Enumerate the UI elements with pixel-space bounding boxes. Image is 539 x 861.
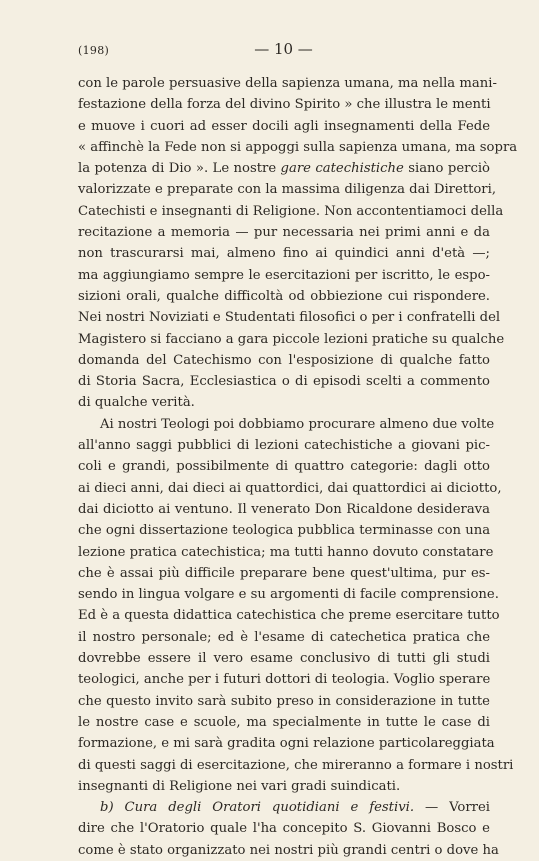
text-line: insegnanti di Religione nei vari gradi suindicati.	[78, 778, 401, 794]
text-line: di questi saggi di esercitazione, che mireranno a formare i nostri	[78, 757, 514, 773]
page-number: — 10 —	[254, 40, 313, 58]
text-line: valorizzate e preparate con la massima diligenza dai Direttori,	[78, 182, 497, 198]
text-line: dovrebbe essere il vero esame conclusivo di tutti gli studi	[78, 651, 490, 667]
text-line: di Storia Sacra, Ecclesiastica o di episodi scelti a commento	[78, 374, 490, 390]
text-line: coli e grandi, possibilmente di quattro categorie: dagli otto	[78, 459, 490, 475]
text-line: Magistero si facciano a gara piccole lezioni pratiche su qualche	[78, 331, 505, 347]
paragraph	[78, 414, 514, 797]
text-line: festazione della forza del divino Spirito » che illustra le menti	[78, 97, 491, 113]
text-line: non trascurarsi mai, almeno fino ai quindici anni d'età —;	[78, 246, 490, 262]
text-line: sendo in lingua volgare e su argomenti di facile comprensione.	[78, 587, 499, 603]
text-line: che ogni dissertazione teologica pubblica terminasse con una	[78, 523, 491, 539]
text-line: Catechisti e insegnanti di Religione. Non accontentiamoci della	[78, 203, 504, 219]
page-header	[78, 40, 489, 60]
text-line: Ai nostri Teologi poi dobbiamo procurare almeno due volte	[100, 416, 495, 432]
text-line: di qualche verità.	[78, 395, 195, 411]
paragraph	[78, 73, 518, 414]
text-line: le nostre case e scuole, ma specialmente in tutte le case di	[78, 714, 490, 730]
text-line: come è stato organizzato nei nostri più grandi centri o dove ha	[78, 842, 499, 858]
text-line: domanda del Catechismo con l'esposizione di qualche fatto	[78, 352, 490, 368]
text-line: ai dieci anni, dai dieci ai quattordici, dai quattordici ai diciotto,	[78, 480, 502, 496]
text-line: recitazione a memoria — pur necessaria nei primi anni e da	[78, 225, 490, 241]
text-line: e muove i cuori ad esser docili agli insegnamenti della Fede	[78, 118, 490, 134]
text-line: b) Cura degli Oratori quotidiani e festivi. — Vorrei	[100, 800, 490, 816]
text-line: Nei nostri Noviziati e Studentati filosofici o per i confratelli del	[78, 310, 501, 326]
text-line: teologici, anche per i futuri dottori di teologia. Voglio sperare	[78, 672, 491, 688]
italic-text: gare catechistiche	[280, 161, 404, 177]
text-line: dai diciotto ai ventuno. Il venerato Don Ricaldone desiderava	[78, 501, 490, 517]
text-line: il nostro personale; ed è l'esame di catechetica pratica che	[78, 629, 490, 645]
text-line: formazione, e mi sarà gradita ogni relazione particolareggiata	[78, 736, 495, 752]
text-line: all'anno saggi pubblici di lezioni catechistiche a giovani pic-	[78, 438, 490, 454]
text-line: sizioni orali, qualche difficoltà od obbiezione cui rispondere.	[78, 288, 490, 304]
text-line: con le parole persuasive della sapienza umana, ma nella mani-	[78, 76, 497, 91]
text-line: lezione pratica catechistica; ma tutti hanno dovuto constatare	[78, 544, 494, 560]
paragraph	[78, 797, 499, 861]
italic-text: b) Cura degli Oratori quotidiani e festivi.	[100, 800, 415, 816]
page-code: (198)	[78, 44, 110, 57]
text-line: ma aggiungiamo sempre le esercitazioni per iscritto, le espo-	[78, 267, 490, 283]
body-text	[78, 73, 518, 861]
text-line: che è assai più difficile preparare bene quest'ultima, pur es-	[78, 565, 490, 581]
text-line: dire che l'Oratorio quale l'ha concepito S. Giovanni Bosco e	[78, 821, 490, 837]
text-line: « affinchè la Fede non si appoggi sulla sapienza umana, ma sopra	[78, 139, 518, 155]
text-line: la potenza di Dio ». Le nostre gare catechistiche siano perciò	[78, 161, 490, 177]
text-line: Ed è a questa didattica catechistica che preme esercitare tutto	[78, 608, 500, 624]
text-line: che questo invito sarà subito preso in considerazione in tutte	[78, 693, 490, 709]
